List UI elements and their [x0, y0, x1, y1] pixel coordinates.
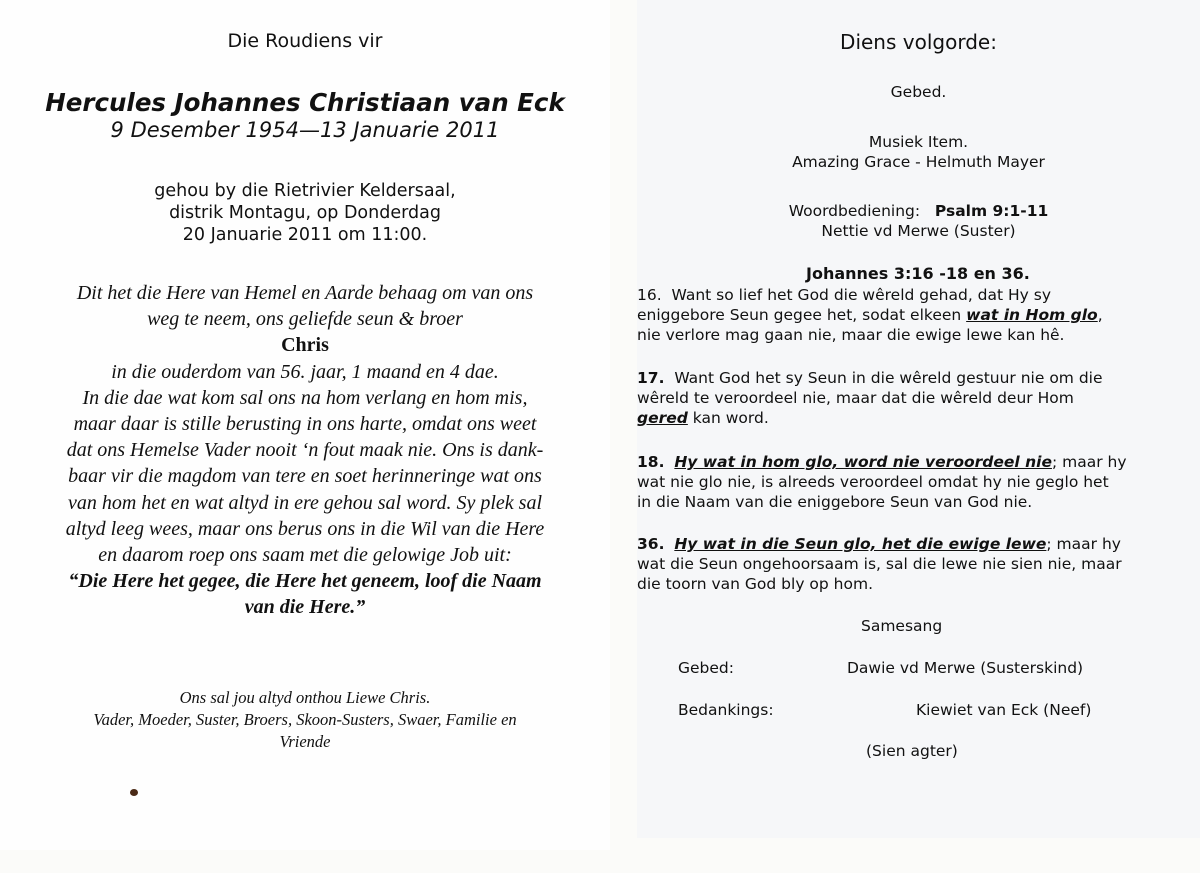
tribute-line: In die dae wat kom sal ons na hom verlang en hom mis,: [82, 386, 528, 409]
venue-line: distrik Montagu, op Donderdag: [169, 203, 441, 223]
verse-number: 36.: [637, 535, 665, 553]
job-quote-line: “Die Here het gegee, die Here het geneem, loof die Naam: [68, 570, 542, 593]
verse-number: 18.: [637, 453, 665, 471]
tribute-line: van hom het en wat altyd in ere gehou sal word. Sy plek sal: [68, 491, 542, 514]
farewell-line: Vriende: [279, 732, 331, 751]
sermon-speaker: Nettie vd Merwe (Suster): [821, 222, 1016, 240]
verse-18: [637, 452, 1127, 512]
tribute-line: in die ouderdom van 56. jaar, 1 maand en 4 dae.: [111, 360, 499, 383]
verse-text: Want God het sy Seun in die wêreld gestuur nie om die: [674, 369, 1103, 387]
verse-number: 16.: [637, 286, 662, 304]
verse-36: [637, 534, 1122, 594]
tribute-line: Dit het die Here van Hemel en Aarde behaag om van ons: [76, 282, 534, 304]
closing-prayer-by: Dawie vd Merwe (Susterskind): [847, 659, 1084, 677]
order-of-service-title: Diens volgorde:: [840, 30, 997, 54]
service-heading: Die Roudiens vir: [227, 30, 383, 52]
reading-title: Johannes 3:16 -18 en 36.: [806, 264, 1030, 283]
verse-16: [637, 285, 1103, 345]
thanks-label: Bedankings:: [678, 701, 774, 719]
life-dates: 9 Desember 1954—13 Januarie 2011: [110, 118, 500, 142]
verse-text: eniggebore Seun gegee het, sodat elkeen: [637, 306, 967, 324]
verse-text: wêreld te veroordeel nie, maar dat die wêreld deur Hom: [637, 389, 1074, 407]
music-item: [637, 132, 1200, 172]
verse-text: ,: [1097, 306, 1103, 324]
verse-text: wat nie glo nie, is alreeds veroordeel omdat hy nie geglo het: [637, 473, 1109, 491]
tribute-line: weg te neem, ons geliefde seun & broer: [147, 308, 463, 331]
deceased-name: Hercules Johannes Christiaan van Eck: [45, 88, 565, 117]
verse-17: [637, 368, 1103, 428]
sermon-label: Woordbediening:: [788, 202, 921, 220]
tribute-line: baar vir die magdom van tere en soet herinneringe wat ons: [68, 465, 542, 488]
tribute-line: maar daar is stille berusting in ons harte, omdat ons weet: [73, 413, 537, 436]
tribute-line: altyd leeg wees, maar ons berus ons in die Wil van die Here: [65, 517, 545, 540]
venue-line: 20 Januarie 2011 om 11:00.: [182, 225, 428, 245]
tribute-line: dat ons Hemelse Vader nooit ‘n fout maak nie. Ons is dank-: [66, 439, 544, 462]
verse-emphasis: wat in Hom glo: [966, 306, 1098, 324]
opening-prayer: Gebed.: [890, 83, 947, 101]
music-piece: Amazing Grace - Helmuth Mayer: [792, 153, 1045, 171]
see-back-note: (Sien agter): [866, 742, 958, 760]
verse-text: ; maar hy: [1051, 453, 1127, 471]
verse-emphasis: gered: [637, 409, 688, 427]
verse-emphasis: Hy wat in die Seun glo, het die ewige lewe: [674, 535, 1047, 553]
verse-text: ; maar hy: [1046, 535, 1121, 553]
family-farewell: [0, 687, 610, 753]
tribute-name: Chris: [281, 334, 329, 357]
verse-text: nie verlore mag gaan nie, maar die ewige lewe kan hê.: [637, 326, 1065, 344]
job-quote-line: van die Here.”: [244, 596, 366, 619]
thanks-by: Kiewiet van Eck (Neef): [916, 701, 1092, 719]
farewell-line: Vader, Moeder, Suster, Broers, Skoon-Susters, Swaer, Familie en: [93, 710, 517, 729]
venue-line: gehou by die Rietrivier Keldersaal,: [154, 181, 456, 201]
closing-prayer-label: Gebed:: [678, 659, 734, 677]
verse-number: 17.: [637, 369, 665, 387]
verse-text: Want so lief het God die wêreld gehad, dat Hy sy: [671, 286, 1052, 304]
verse-text: kan word.: [687, 409, 769, 427]
hymn: Samesang: [861, 617, 943, 635]
music-label: Musiek Item.: [868, 133, 969, 151]
tribute-text: [0, 280, 610, 621]
verse-text: die toorn van God bly op hom.: [637, 575, 874, 593]
sermon: [637, 201, 1200, 241]
farewell-line: Ons sal jou altyd onthou Liewe Chris.: [179, 688, 431, 707]
tribute-line: en daarom roep ons saam met die gelowige Job uit:: [98, 544, 512, 567]
verse-emphasis: Hy wat in hom glo, word nie veroordeel nie: [674, 453, 1052, 471]
sermon-psalm: Psalm 9:1-11: [934, 202, 1049, 220]
verse-text: wat die Seun ongehoorsaam is, sal die lewe nie sien nie, maar: [637, 555, 1122, 573]
venue-details: [0, 180, 610, 246]
verse-text: in die Naam van die eniggebore Seun van God nie.: [637, 493, 1033, 511]
paper-stain: [130, 789, 138, 796]
